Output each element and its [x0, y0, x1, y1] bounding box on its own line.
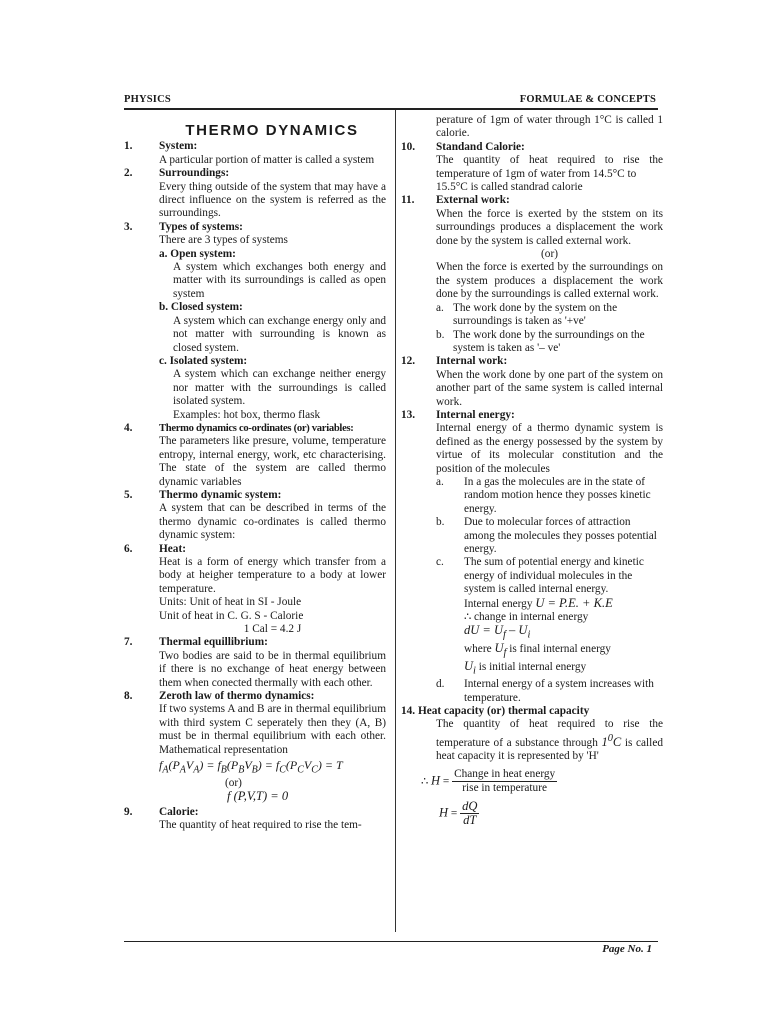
- change-in-energy-label: ∴ change in internal energy: [464, 611, 589, 624]
- page-title: THERMO DYNAMICS: [185, 122, 359, 139]
- item-heading: Standand Calorie:: [436, 140, 525, 153]
- list-letter: b.: [436, 328, 445, 341]
- header-section: FORMULAE & CONCEPTS: [519, 94, 656, 105]
- list-item-a: [436, 302, 663, 329]
- item-text: The quantity of heat required to rise the temperature of a substance through $1^0C$ is called heat capacity it is represented by 'H': [436, 718, 663, 763]
- item-number: 10.: [401, 140, 416, 153]
- item-heat: [124, 543, 386, 637]
- item-text: Two bodies are said to be in thermal equilibrium if there is no exchange of heat energy between them when conected thermally with each other.: [159, 649, 386, 689]
- item-calorie: [124, 806, 386, 833]
- list-text: The work done by the system on the surroundings is taken as '+ve': [453, 301, 618, 328]
- list-item-a: [436, 476, 663, 516]
- item-heading: Heat:: [159, 542, 186, 555]
- list-letter: a.: [436, 301, 444, 314]
- item-text: Heat is a form of energy which transfer from a body at heigher temperature to a body at lower temperature.: [159, 556, 386, 595]
- item-heat-capacity: [401, 705, 663, 827]
- open-system-text: A system which exchanges both energy and matter with its surroundings is called as open system: [173, 261, 386, 300]
- isolated-system-text: A system which can exchange neither energy nor matter with the surroundings is called isolated system.: [173, 368, 386, 408]
- item-heading: Internal energy:: [436, 408, 515, 421]
- calorie-conversion: 1 Cal = 4.2 J: [243, 623, 302, 636]
- list-text: The work done by the surroundings on the system is taken as '– ve': [453, 328, 645, 354]
- item-heading: Thermo dynamic system:: [159, 488, 282, 501]
- item-number: 8.: [124, 690, 133, 703]
- fraction-numerator: Change in heat energy: [452, 768, 557, 782]
- zeroth-law-formula: $f_A(P_AV_A) = f_B(P_BV_B) = f_C(P_CV_C) = T$: [159, 758, 343, 776]
- list-text: In a gas the molecules are in the state of random motion hence they posses kinetic energy.: [464, 475, 651, 515]
- bottom-rule: [124, 941, 658, 942]
- item-heading: Types of systems:: [159, 220, 243, 233]
- page-number: Page No. 1: [602, 943, 652, 955]
- closed-system-heading: b. Closed system:: [159, 301, 243, 314]
- du-formula: dU = $U_f - U_i$: [464, 623, 531, 641]
- item-number: 7.: [124, 636, 133, 649]
- heat-capacity-derivative: H = $\frac{dQ}{dT}$: [439, 798, 478, 827]
- final-energy-note: where $U_f$ is final internal energy: [464, 641, 611, 659]
- calorie-continued: perature of 1gm of water through 1°C is called 1 calorie.: [436, 114, 663, 140]
- item-system: [124, 140, 386, 167]
- list-letter: c.: [436, 556, 444, 569]
- item-number: 13.: [401, 408, 416, 421]
- item-thermo-system: [124, 489, 386, 543]
- initial-energy-note: $U_i$ is initial internal energy: [464, 659, 587, 677]
- header-subject: PHYSICS: [124, 94, 171, 105]
- item-text-2: When the force is exerted by the surroundings on the system produces a displacement the work done by the surroundings is called external work.: [436, 261, 663, 301]
- item-heading: 14. Heat capacity (or) thermal capacity: [401, 704, 590, 717]
- item-zeroth-law: [124, 690, 386, 806]
- list-letter: a.: [436, 475, 444, 488]
- item-internal-work: [401, 355, 663, 409]
- closed-system-text: A system which can exchange energy only and not matter with surrounding is known as closed system.: [173, 314, 386, 354]
- or-label: (or): [225, 776, 242, 789]
- list-item-d: [436, 678, 663, 705]
- column-divider: [395, 110, 396, 932]
- heat-capacity-formula: ∴ H = $\frac{\text{Change in heat energy}}{\text{rise in temperature}}$: [421, 767, 556, 795]
- or-label: (or): [541, 248, 558, 261]
- item-heading: Calorie:: [159, 805, 199, 818]
- si-unit: Units: Unit of heat in SI - Joule: [159, 596, 302, 609]
- item-external-work: [401, 194, 663, 355]
- list-item-b: [436, 516, 663, 556]
- list-item-b: [436, 329, 663, 356]
- open-system-heading: a. Open system:: [159, 247, 236, 260]
- item-number: 2.: [124, 167, 133, 180]
- item-text-2: 15.5°C is called standrad calorie: [436, 181, 583, 194]
- right-column: [401, 114, 663, 827]
- item-number: 9.: [124, 805, 133, 818]
- derivative-numerator: dQ: [462, 798, 478, 813]
- top-rule: [124, 108, 658, 110]
- item-text: Every thing outside of the system that may have a direct influence on the system is referred as the surroundings.: [159, 180, 386, 220]
- internal-energy-formula: Internal energy U = P.E. + K.E: [464, 595, 613, 610]
- item-text: The parameters like presure, volume, temperature entropy, internal energy, work, etc characterising. The state of the system are called thermo dynamic variables: [159, 435, 386, 488]
- item-heading: System:: [159, 140, 198, 153]
- item-surroundings: [124, 167, 386, 221]
- cgs-unit: Unit of heat in C. G. S - Calorie: [159, 609, 304, 622]
- item-heading: Thermo dynamics co-ordinates (or) variables:: [159, 422, 354, 434]
- list-letter: d.: [436, 678, 445, 691]
- item-internal-energy: [401, 409, 663, 705]
- list-text: The sum of potential energy and kinetic energy of individual molecules in the system is called internal energy.: [464, 556, 644, 596]
- item-text: When the work done by one part of the system on another part of the same system is called internal work.: [436, 368, 663, 408]
- item-text: A system that can be described in terms of the thermo dynamic co-ordinates is called thermo dynamic system:: [159, 502, 386, 542]
- item-text: The quantity of heat required to rise the tem-: [159, 819, 362, 832]
- item-number: 11.: [401, 194, 415, 207]
- left-column: [124, 124, 386, 833]
- item-number: 4.: [124, 421, 133, 434]
- item-text: If two systems A and B are in thermal equilibrium with third system C seperately then they (A, B) must be in thermal equilibrium with each other. Mathematical representation: [159, 703, 386, 756]
- list-letter: b.: [436, 516, 445, 529]
- item-thermo-variables: [124, 422, 386, 489]
- fraction-denominator: rise in temperature: [462, 782, 547, 795]
- item-number: 1.: [124, 140, 133, 153]
- item-number: 6.: [124, 542, 133, 555]
- item-heading: Internal work:: [436, 355, 508, 368]
- item-heading: External work:: [436, 194, 510, 207]
- item-text: There are 3 types of systems: [159, 234, 288, 247]
- item-heading: Zeroth law of thermo dynamics:: [159, 690, 315, 703]
- list-item-c: [436, 556, 663, 678]
- list-text: Due to molecular forces of attraction among the molecules they posses potential energy.: [464, 516, 657, 555]
- item-number: 3.: [124, 220, 133, 233]
- item-thermal-equilibrium: [124, 636, 386, 690]
- item-text: The quantity of heat required to rise the temperature of 1gm of water from 14.5°C to: [436, 154, 663, 180]
- item-number: 5.: [124, 488, 133, 501]
- state-function-formula: f (P,V,T) = 0: [227, 789, 289, 804]
- isolated-system-heading: c. Isolated system:: [159, 354, 248, 367]
- item-heading: Surroundings:: [159, 167, 230, 180]
- list-text: Internal energy of a system increases with temperature.: [464, 678, 654, 704]
- item-number: 12.: [401, 355, 416, 368]
- item-standard-calorie: [401, 141, 663, 195]
- item-heading: Thermal equillibrium:: [159, 636, 268, 649]
- item-types-of-systems: [124, 221, 386, 422]
- derivative-denominator: dT: [463, 812, 477, 827]
- item-text: A particular portion of matter is called a system: [159, 153, 375, 166]
- item-text: Internal energy of a thermo dynamic system is defined as the energy possessed by the system by virtue of its molecular constitution and the position of the molecules: [436, 422, 663, 475]
- item-text: When the force is exerted by the ststem on its surroundings produces a displacement the work done by the system is called external work.: [436, 207, 663, 247]
- isolated-system-examples: Examples: hot box, thermo flask: [173, 408, 321, 421]
